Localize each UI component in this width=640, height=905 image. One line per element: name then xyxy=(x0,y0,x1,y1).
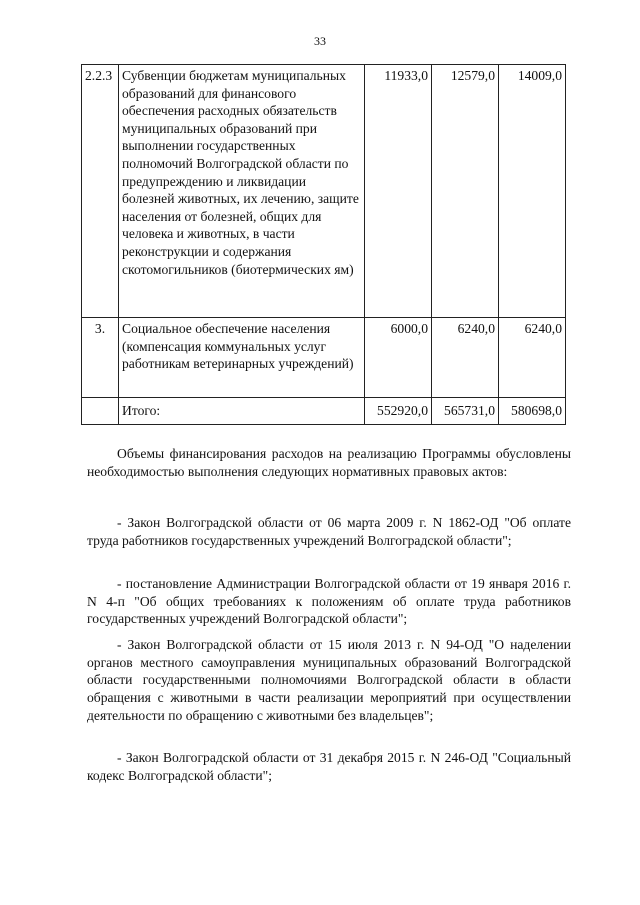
law-item-4: - Закон Волгоградской области от 31 декабря 2015 г. N 246-ОД "Социальный кодекс Волгоградской области"; xyxy=(87,750,571,783)
table-total-row xyxy=(82,398,566,425)
value-year-2: 6240,0 xyxy=(432,318,499,398)
value-year-1: 6000,0 xyxy=(365,318,432,398)
value-year-1: 11933,0 xyxy=(365,65,432,318)
total-label: Итого: xyxy=(119,398,365,425)
row-description: Социальное обеспечение населения (компенсация коммунальных услуг работникам ветеринарных учреждений) xyxy=(119,318,365,398)
total-year-1: 552920,0 xyxy=(365,398,432,425)
page-number: 33 xyxy=(314,34,326,48)
total-year-3: 580698,0 xyxy=(499,398,566,425)
row-description: Субвенции бюджетам муниципальных образований для финансового обеспечения расходных обязательств муниципальных образований при выполнении государственных полномочий Волгоградской области по предупреждению и ликвидации болезней животных, их лечению, защите населения от болезней, общих для человека и животных, в части реконструкции и содержания скотомогильников (биотермических ям) xyxy=(119,65,365,318)
value-year-3: 14009,0 xyxy=(499,65,566,318)
row-number: 3. xyxy=(82,318,119,398)
financing-table xyxy=(81,64,566,425)
row-number xyxy=(82,398,119,425)
total-year-2: 565731,0 xyxy=(432,398,499,425)
row-number: 2.2.3 xyxy=(82,65,119,318)
table-row xyxy=(82,318,566,398)
law-item-1: - Закон Волгоградской области от 06 марта 2009 г. N 1862-ОД "Об оплате труда работников государственных учреждений Волгоградской области"; xyxy=(87,515,571,548)
law-item-3: - Закон Волгоградской области от 15 июля 2013 г. N 94-ОД "О наделении органов местного самоуправления муниципальных образований Волгоградской области государственными полномочиями Волгоградской области в области обращения с животными в части реализации мероприятий при осуществлении деятельности по обращению с животными без владельцев"; xyxy=(87,637,571,723)
law-item-2: - постановление Администрации Волгоградской области от 19 января 2016 г. N 4-п "Об общих требованиях к положениям об оплате труда работников государственных учреждений Волгоградской области"; xyxy=(87,576,571,627)
value-year-2: 12579,0 xyxy=(432,65,499,318)
value-year-3: 6240,0 xyxy=(499,318,566,398)
intro-paragraph: Объемы финансирования расходов на реализацию Программы обусловлены необходимостью выполнения следующих нормативных правовых актов: xyxy=(87,446,571,479)
table-row xyxy=(82,65,566,318)
